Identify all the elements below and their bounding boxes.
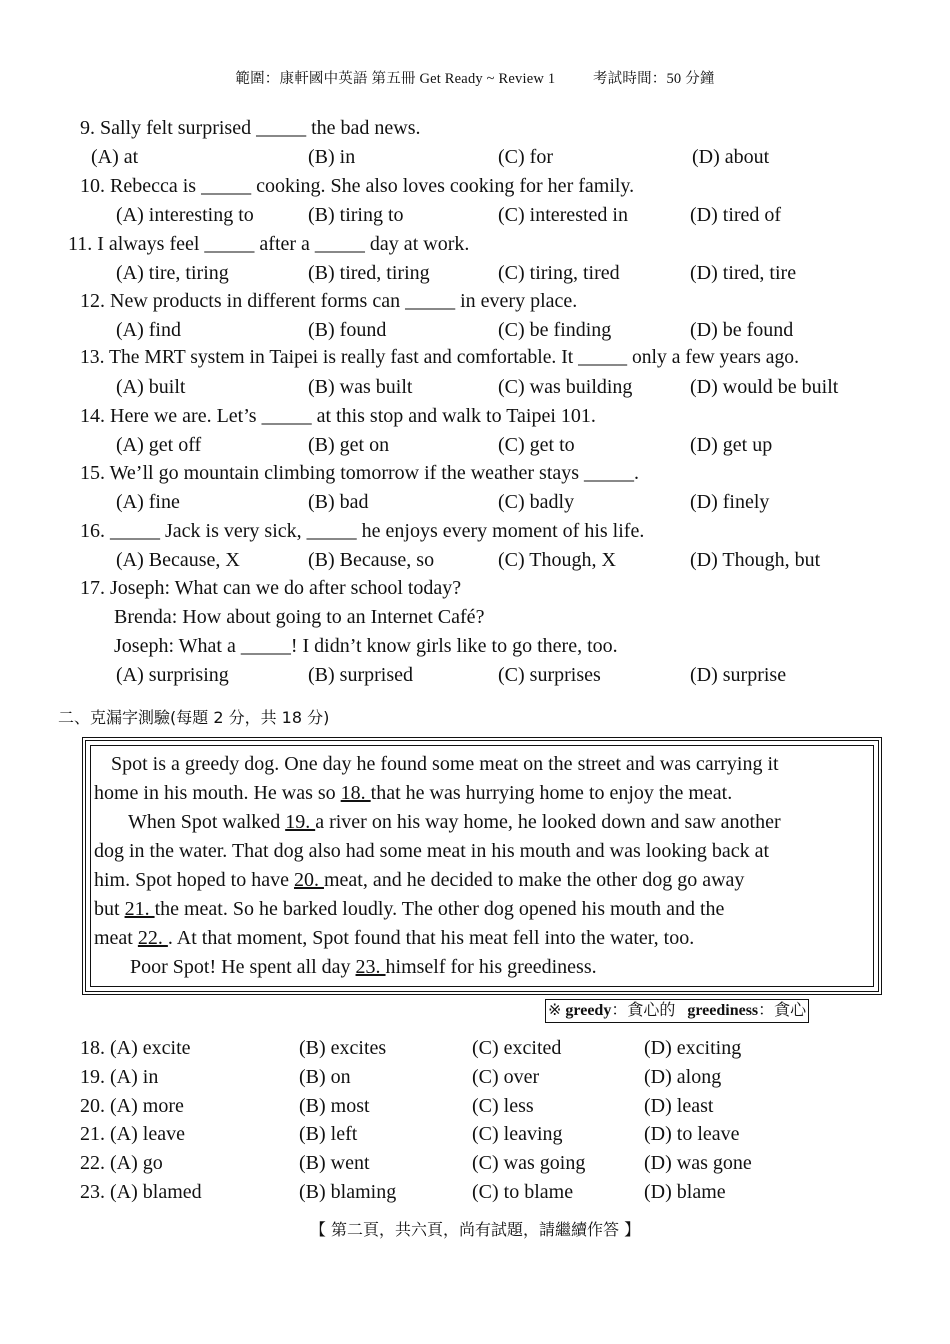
option: (D) surprise <box>690 664 787 686</box>
cloze-option: (C) leaving <box>472 1123 563 1145</box>
cloze-option: (B) went <box>299 1152 370 1174</box>
option: (D) about <box>692 146 770 168</box>
option: (D) Though, but <box>690 549 821 571</box>
question-stem: 12. New products in different forms can _____ in every place. <box>80 290 578 312</box>
blank-23: 23. <box>355 956 386 978</box>
option: (A) surprising <box>116 664 229 686</box>
cloze-option: 18. (A) excite <box>80 1037 191 1059</box>
cloze-option: (C) excited <box>472 1037 562 1059</box>
option: (B) found <box>308 319 387 341</box>
cloze-option: (D) along <box>644 1066 722 1088</box>
question-stem: 17. Joseph: What can we do after school today? <box>80 577 462 599</box>
question-stem: 11. I always feel _____ after a _____ day at work. <box>68 233 470 255</box>
option: (C) Though, X <box>498 549 616 571</box>
cloze-option: 19. (A) in <box>80 1066 159 1088</box>
blank-22: 22. <box>137 927 168 949</box>
option: (B) was built <box>308 376 413 398</box>
question-stem: 9. Sally felt surprised _____ the bad news. <box>80 117 421 139</box>
passage-line: home in his mouth. He was so 18. that he was hurrying home to enjoy the meat. <box>94 782 733 804</box>
option: (B) Because, so <box>308 549 435 571</box>
question-stem: 14. Here we are. Let’s _____ at this stop and walk to Taipei 101. <box>80 405 596 427</box>
option: (B) surprised <box>308 664 413 686</box>
passage-line: but 21. the meat. So he barked loudly. The other dog opened his mouth and the <box>94 898 725 920</box>
option: (C) surprises <box>498 664 601 686</box>
option: (C) tiring, tired <box>498 262 620 284</box>
option: (B) tiring to <box>308 204 404 226</box>
cloze-option: (B) blaming <box>299 1181 397 1203</box>
exam-scope: 範圍：康軒國中英語 第五冊 Get Ready ~ Review 1 <box>235 71 556 87</box>
option: (B) tired, tiring <box>308 262 430 284</box>
cloze-option: (D) exciting <box>644 1037 742 1059</box>
cloze-option: (B) on <box>299 1066 351 1088</box>
cloze-option: (D) blame <box>644 1181 726 1203</box>
option: (D) be found <box>690 319 794 341</box>
option: (D) tired of <box>690 204 782 226</box>
option: (A) built <box>116 376 186 398</box>
option: (C) interested in <box>498 204 628 226</box>
option: (A) fine <box>116 491 180 513</box>
vocab-note: ※ greedy：貪心的 greediness：貪心 <box>545 999 809 1023</box>
option: (A) interesting to <box>116 204 254 226</box>
passage-line: When Spot walked 19. a river on his way home, he looked down and saw another <box>128 811 781 833</box>
question-stem: 10. Rebecca is _____ cooking. She also loves cooking for her family. <box>80 175 635 197</box>
option: (B) bad <box>308 491 369 513</box>
cloze-option: 20. (A) more <box>80 1095 184 1117</box>
reference-mark-icon: ※ <box>548 1002 562 1019</box>
option: (A) tire, tiring <box>116 262 229 284</box>
section-title: 二、克漏字測驗(每題 2 分，共 18 分) <box>58 708 330 727</box>
page-header <box>0 67 950 88</box>
cloze-option: (D) least <box>644 1095 714 1117</box>
option: (A) get off <box>116 434 202 456</box>
cloze-option: (D) was gone <box>644 1152 752 1174</box>
dialogue-line: Brenda: How about going to an Internet Café? <box>114 606 485 628</box>
option: (A) find <box>116 319 181 341</box>
cloze-option: (D) to leave <box>644 1123 740 1145</box>
exam-time: 考試時間：50 分鐘 <box>592 71 715 87</box>
option: (D) tired, tire <box>690 262 797 284</box>
passage-line: dog in the water. That dog also had some meat in his mouth and was looking back at <box>94 840 770 862</box>
page-footer: 【 第二頁，共六頁，尚有試題，請繼續作答 】 <box>309 1220 641 1239</box>
option: (C) was building <box>498 376 633 398</box>
cloze-option: (C) less <box>472 1095 534 1117</box>
option: (D) get up <box>690 434 773 456</box>
option: (B) get on <box>308 434 390 456</box>
question-stem: 16. _____ Jack is very sick, _____ he enjoys every moment of his life. <box>80 520 645 542</box>
passage-line: him. Spot hoped to have 20. meat, and he decided to make the other dog go away <box>94 869 745 891</box>
question-stem: 15. We’ll go mountain climbing tomorrow if the weather stays _____. <box>80 462 640 484</box>
option: (C) get to <box>498 434 575 456</box>
passage-line: Poor Spot! He spent all day 23. himself for his greediness. <box>130 956 597 978</box>
cloze-option: (B) most <box>299 1095 370 1117</box>
passage-line: Spot is a greedy dog. One day he found some meat on the street and was carrying it <box>111 753 779 775</box>
cloze-option: (C) over <box>472 1066 540 1088</box>
cloze-option: 21. (A) leave <box>80 1123 185 1145</box>
blank-20: 20. <box>293 869 324 891</box>
option: (C) badly <box>498 491 575 513</box>
blank-19: 19. <box>285 811 316 833</box>
cloze-option: (B) left <box>299 1123 358 1145</box>
option: (D) finely <box>690 491 770 513</box>
passage-line: meat 22. . At that moment, Spot found that his meat fell into the water, too. <box>94 927 695 949</box>
cloze-option: 22. (A) go <box>80 1152 163 1174</box>
blank-21: 21. <box>124 898 155 920</box>
blank-18: 18. <box>340 782 371 804</box>
option: (D) would be built <box>690 376 839 398</box>
option: (A) at <box>91 146 139 168</box>
option: (C) for <box>498 146 553 168</box>
dialogue-line: Joseph: What a _____! I didn’t know girls like to go there, too. <box>114 635 618 657</box>
cloze-option: (C) was going <box>472 1152 586 1174</box>
option: (C) be finding <box>498 319 612 341</box>
cloze-option: (C) to blame <box>472 1181 574 1203</box>
option: (B) in <box>308 146 356 168</box>
cloze-option: (B) excites <box>299 1037 387 1059</box>
option: (A) Because, X <box>116 549 240 571</box>
question-stem: 13. The MRT system in Taipei is really fast and comfortable. It _____ only a few years ago. <box>80 347 799 368</box>
cloze-option: 23. (A) blamed <box>80 1181 202 1203</box>
